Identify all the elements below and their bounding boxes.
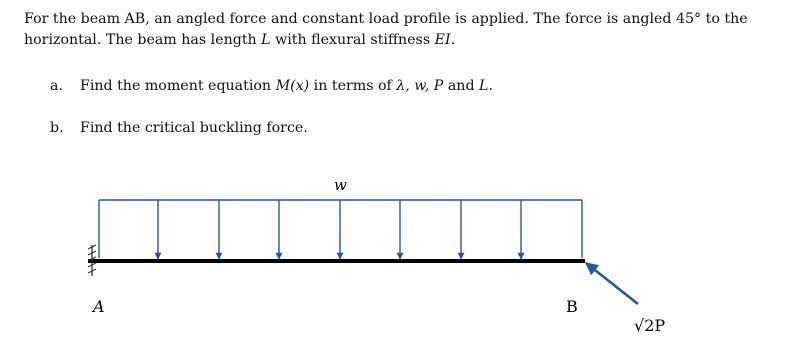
length-symbol-2: L — [479, 78, 489, 94]
question-a-text-4: . — [488, 78, 493, 94]
length-symbol: L — [261, 32, 271, 48]
variables-symbols: λ, w, P — [396, 78, 444, 94]
load-label: w — [334, 176, 347, 194]
question-b-text: Find the critical buckling force. — [80, 120, 308, 136]
force-label: √2P — [634, 316, 666, 335]
intro-text-2: with flexural stiffness — [270, 32, 435, 48]
question-a-label: a. — [50, 78, 63, 94]
moment-symbol: M(x) — [275, 78, 310, 94]
end-b-label: B — [566, 297, 578, 316]
question-b-label: b. — [50, 120, 64, 136]
question-a-text-3: and — [443, 78, 480, 94]
intro-text-1: For the beam AB, an angled force and constant load profile is applied. The force is angled 45° to the horizontal. The beam has length — [24, 11, 748, 48]
question-a-text-2: in terms of — [309, 78, 397, 94]
load-arrows — [158, 200, 521, 259]
question-a-text: Find the moment equation — [80, 78, 276, 94]
stiffness-symbol: EI — [434, 32, 451, 48]
distributed-load — [99, 200, 582, 259]
support-a-label: A — [93, 297, 105, 316]
angled-force-arrow — [586, 263, 638, 304]
intro-text-3: . — [450, 32, 456, 48]
